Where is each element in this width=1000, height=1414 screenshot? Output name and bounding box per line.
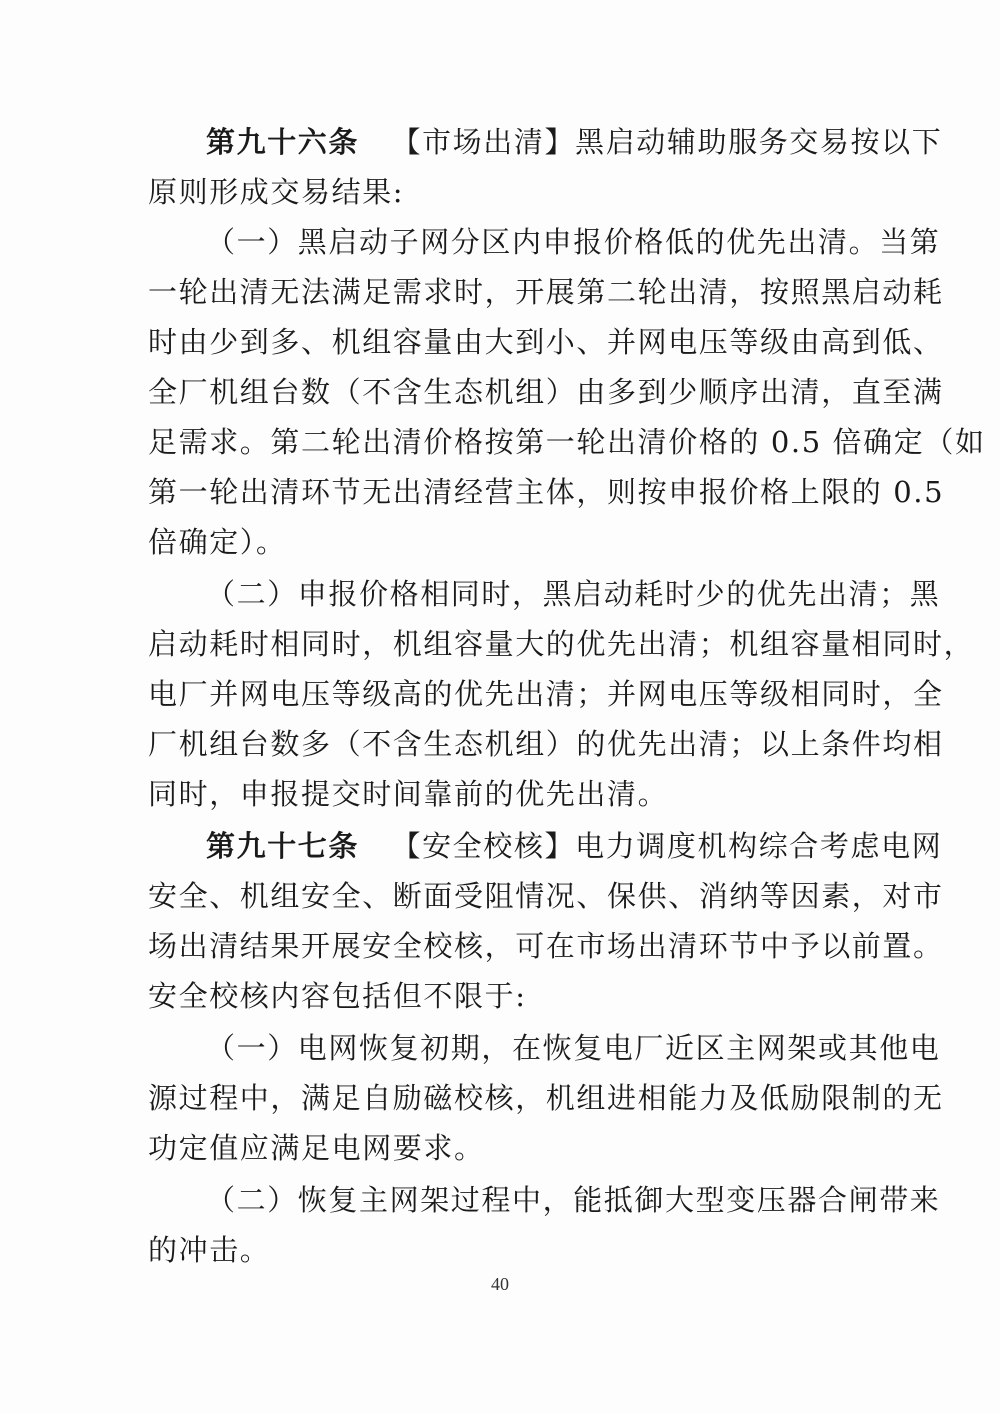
- paragraph-line: 倍确定）。: [148, 525, 287, 559]
- article-97-heading-line: [206, 826, 943, 866]
- paragraph-line: （一）黑启动子网分区内申报价格低的优先出清。当第: [206, 225, 941, 259]
- paragraph-line: 启动耗时相同时，机组容量大的优先出清；机组容量相同时，: [148, 627, 975, 661]
- paragraph-line: 足需求。第二轮出清价格按第一轮出清价格的 0.5 倍确定（如: [148, 425, 986, 459]
- paragraph-line: 安全校核内容包括但不限于:: [148, 979, 527, 1013]
- article-96-heading-line: [206, 122, 943, 162]
- paragraph-line: 时由少到多、机组容量由大到小、并网电压等级由高到低、: [148, 325, 944, 359]
- article-97-number: 第九十七条: [206, 829, 360, 863]
- paragraph-line: （一）电网恢复初期，在恢复电厂近区主网架或其他电: [206, 1031, 941, 1065]
- paragraph-line: 厂机组台数多（不含生态机组）的优先出清；以上条件均相: [148, 727, 944, 761]
- article-97-intro: 电力调度机构综合考虑电网: [575, 829, 943, 863]
- article-96-number: 第九十六条: [206, 125, 360, 159]
- article-96-intro: 黑启动辅助服务交易按以下: [575, 125, 943, 159]
- paragraph-line: 全厂机组台数（不含生态机组）由多到少顺序出清，直至满: [148, 375, 944, 409]
- page-number: 40: [491, 1274, 509, 1294]
- paragraph-line: （二）恢复主网架过程中，能抵御大型变压器合闸带来: [206, 1183, 941, 1217]
- paragraph-line: （二）申报价格相同时，黑启动耗时少的优先出清；黑: [206, 577, 941, 611]
- article-97-title: 【安全校核】: [391, 829, 576, 863]
- paragraph-line: 场出清结果开展安全校核，可在市场出清环节中予以前置。: [148, 929, 944, 963]
- paragraph-line: 安全、机组安全、断面受阻情况、保供、消纳等因素，对市: [148, 879, 944, 913]
- paragraph-line: 源过程中，满足自励磁校核，机组进相能力及低励限制的无: [148, 1081, 944, 1115]
- paragraph-line: 功定值应满足电网要求。: [148, 1131, 485, 1165]
- article-96-title: 【市场出清】: [391, 125, 576, 159]
- paragraph-line: 电厂并网电压等级高的优先出清；并网电压等级相同时，全: [148, 677, 944, 711]
- paragraph-line: 第一轮出清环节无出清经营主体，则按申报价格上限的 0.5: [148, 475, 945, 509]
- paragraph-line: 的冲击。: [148, 1233, 271, 1267]
- article-96-intro-line2: 原则形成交易结果:: [148, 175, 405, 209]
- paragraph-line: 同时，申报提交时间靠前的优先出清。: [148, 777, 669, 811]
- paragraph-line: 一轮出清无法满足需求时，开展第二轮出清，按照黑启动耗: [148, 275, 944, 309]
